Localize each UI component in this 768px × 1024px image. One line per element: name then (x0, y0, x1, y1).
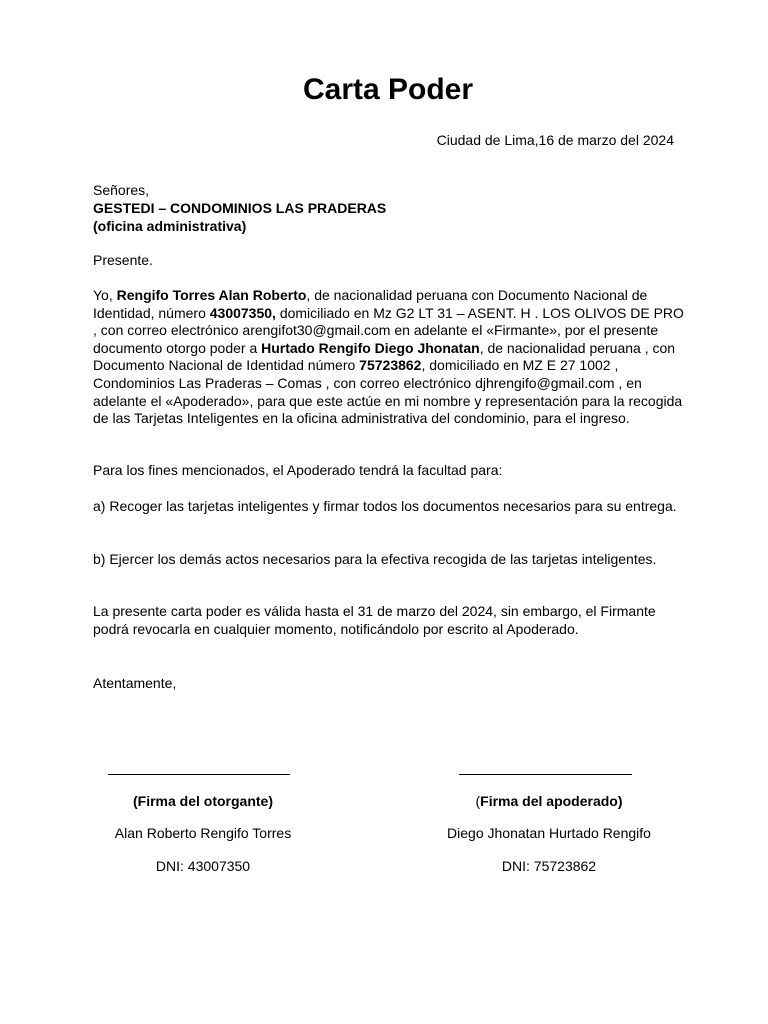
grantor-signature-name: Alan Roberto Rengifo Torres (114, 825, 292, 841)
body-paragraph (93, 287, 685, 428)
attorney-signature-name: Diego Jhonatan Hurtado Rengifo (447, 825, 651, 841)
validity-paragraph: La presente carta poder es válida hasta el 31 de marzo del 2024, sin embargo, el Firmante podrá revocarla en cualquier momento, notificándolo por escrito al Apoderado. (93, 603, 656, 637)
salutation: Señores, (93, 182, 150, 198)
recipient-name: GESTEDI – CONDOMINIOS LAS PRADERAS (93, 200, 387, 216)
closing: Atentamente, (93, 675, 177, 691)
grantor-signature-label: (Firma del otorgante) (132, 793, 273, 809)
faculties-intro: Para los fines mencionados, el Apoderado tendrá la facultad para: (93, 462, 503, 478)
attorney-name: Hurtado Rengifo Diego Jhonatan (261, 339, 480, 356)
document-title: Carta Poder (302, 73, 474, 106)
grantor-dni: 43007350, (209, 304, 276, 321)
attorney-label-text: Firma del apoderado) (480, 793, 623, 809)
body-text: domiciliado en Mz G2 LT 31 – ASENT. H . LOS OLIVOS DE PRO , con correo electrónico arengifot30@gmail.com en adelante el «Firmante», por el presente documento otorgo poder a (93, 304, 684, 356)
body-text: Yo, (93, 287, 117, 303)
recipient-office: (oficina administrativa) (93, 218, 247, 234)
body-text: , de nacionalidad peruana , con Documento Nacional de Identidad número (93, 339, 676, 374)
attorney-signature-label (436, 792, 662, 810)
presente: Presente. (93, 252, 153, 268)
body-text: , domiciliado en MZ E 27 1002 , Condominios Las Praderas – Comas , con correo electrónico djhrengifo@gmail.com , en adelante el «Apoderado», para que este actúe en mi nombre y representación para la recogida de las Tarjetas Inteligentes en la oficina administrativa del condominio, para el ingreso. (93, 357, 683, 427)
grantor-signature-dni: DNI: 43007350 (155, 858, 251, 874)
body-text: , de nacionalidad peruana con Documento Nacional de Identidad, número (93, 287, 648, 321)
attorney-signature-line (459, 774, 632, 775)
place-date: Ciudad de Lima,16 de marzo del 2024 (436, 132, 674, 148)
grantor-signature-line (108, 774, 290, 775)
attorney-signature-dni: DNI: 75723862 (501, 858, 597, 874)
faculty-item-a: a) Recoger las tarjetas inteligentes y firmar todos los documentos necesarios para su entrega. (93, 498, 677, 514)
salutation-block (93, 181, 683, 235)
attorney-dni: 75723862 (359, 357, 422, 374)
attorney-label-paren: ( (475, 793, 481, 809)
grantor-name: Rengifo Torres Alan Roberto (116, 287, 307, 303)
faculty-item-b: b) Ejercer los demás actos necesarios para la efectiva recogida de las tarjetas inteligentes. (93, 551, 657, 567)
